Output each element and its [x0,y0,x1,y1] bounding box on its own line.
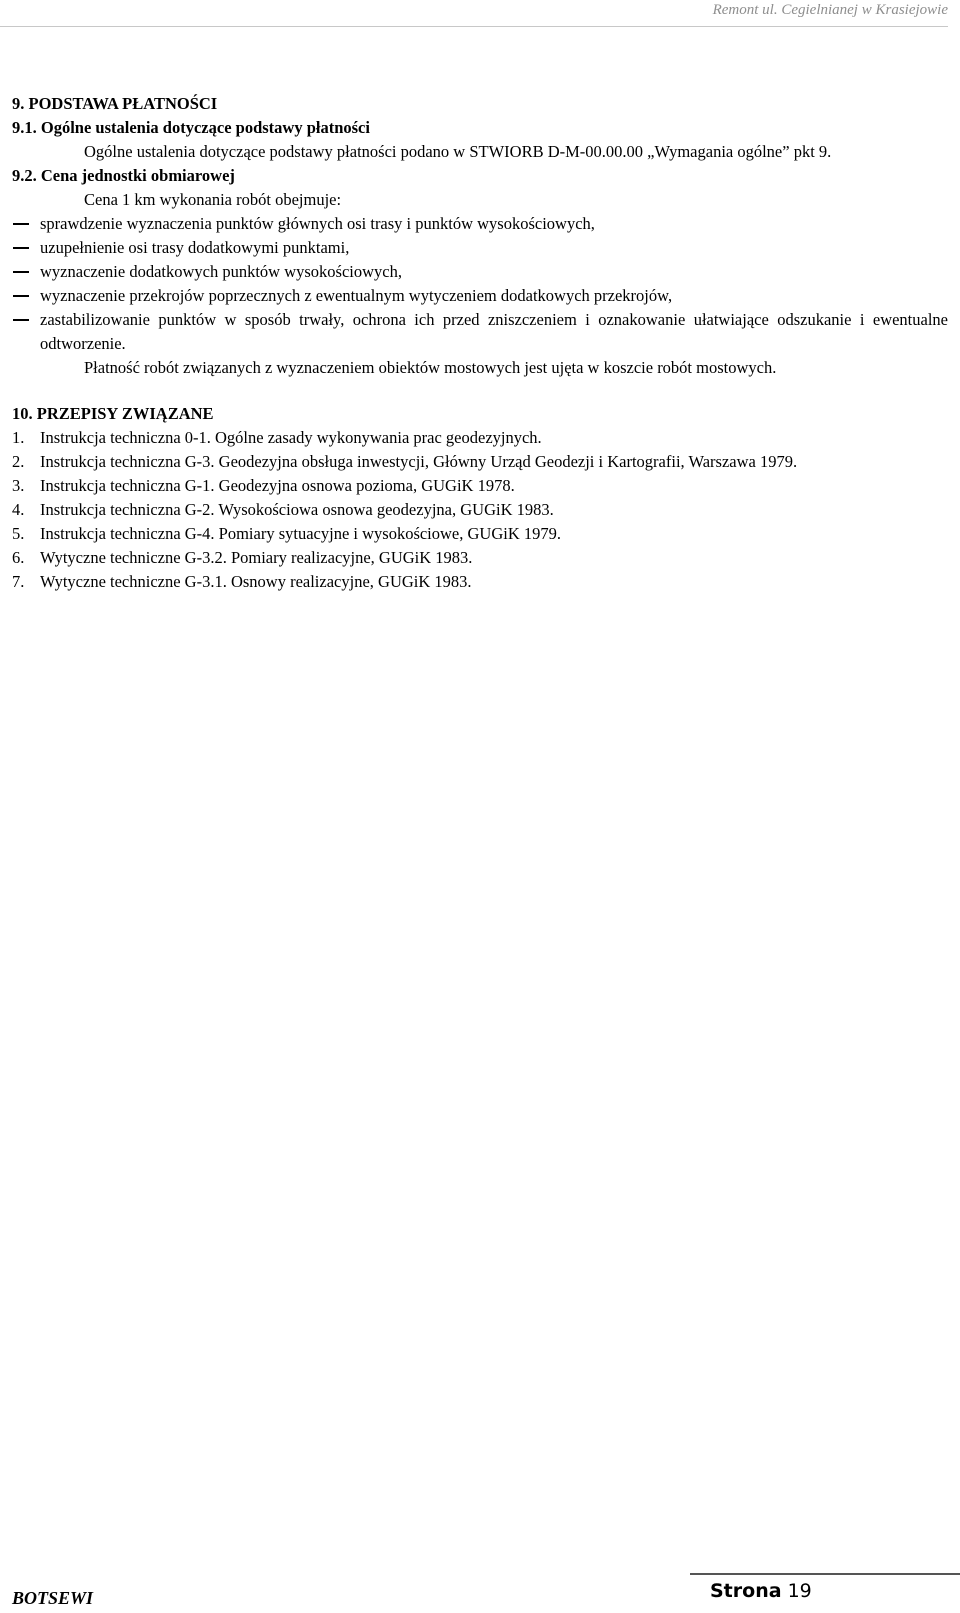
list-item [12,284,948,308]
section-10-heading: 10. PRZEPISY ZWIĄZANE [12,404,214,423]
document-body [12,92,948,594]
page-number-value: 19 [787,1580,812,1602]
price-scope-list [12,212,948,356]
list-item [12,474,948,498]
section-9-1-text: Ogólne ustalenia dotyczące podstawy płatności podano w STWIORB D-M-00.00.00 „Wymagania ogólne” pkt 9. [84,142,832,161]
header-title: Remont ul. Cegielnianej w Krasiejowie [712,2,948,18]
list-item [12,212,948,236]
list-item [12,498,948,522]
section-9-2-intro: Cena 1 km wykonania robót obejmuje: [84,190,342,209]
list-item [12,426,948,450]
list-item-number: 2. [12,452,25,471]
list-item [12,546,948,570]
list-item-number: 4. [12,500,25,519]
section-9-2-heading: 9.2. Cena jednostki obmiarowej [12,166,235,185]
list-item-text: Wytyczne techniczne G-3.2. Pomiary realizacyjne, GUGiK 1983. [40,548,473,567]
list-item-text: Instrukcja techniczna G-1. Geodezyjna osnowa pozioma, GUGiK 1978. [40,476,515,495]
list-item-text: wyznaczenie dodatkowych punktów wysokościowych, [40,262,402,281]
list-item-number: 7. [12,572,25,591]
list-item-text: Instrukcja techniczna G-3. Geodezyjna obsługa inwestycji, Główny Urząd Geodezji i Kartografii, Warszawa 1979. [40,452,798,471]
list-item-text: Instrukcja techniczna G-4. Pomiary sytuacyjne i wysokościowe, GUGiK 1979. [40,524,562,543]
list-item [12,570,948,594]
list-item-text: zastabilizowanie punktów w sposób trwały, ochrona ich przed zniszczeniem i oznakowanie ułatwiające odszukanie i ewentualne odtworzenie. [40,310,948,353]
list-item-number: 5. [12,524,25,543]
footer-company: BOTSEWI [12,1588,94,1608]
section-9-1-heading: 9.1. Ogólne ustalenia dotyczące podstawy płatności [12,118,370,137]
page-footer [0,1560,960,1613]
list-item-text: uzupełnienie osi trasy dodatkowymi punktami, [40,238,350,257]
list-item-text: Instrukcja techniczna 0-1. Ogólne zasady wykonywania prac geodezyjnych. [40,428,542,447]
list-item-number: 6. [12,548,25,567]
section-9-2-closing: Płatność robót związanych z wyznaczeniem obiektów mostowych jest ujęta w koszcie robót mostowych. [84,358,777,377]
list-item [12,236,948,260]
page-header [0,0,960,30]
list-item-number: 3. [12,476,25,495]
footer-divider [690,1573,960,1575]
page-number [710,1580,812,1602]
list-item-number: 1. [12,428,25,447]
list-item-text: Wytyczne techniczne G-3.1. Osnowy realizacyjne, GUGiK 1983. [40,572,472,591]
list-item [12,308,948,356]
list-item-text: Instrukcja techniczna G-2. Wysokościowa osnowa geodezyjna, GUGiK 1983. [40,500,554,519]
section-spacer [12,380,948,402]
page-label: Strona [710,1580,782,1602]
list-item-text: wyznaczenie przekrojów poprzecznych z ewentualnym wytyczeniem dodatkowych przekrojów, [40,286,673,305]
header-divider [0,26,948,27]
list-item [12,522,948,546]
list-item [12,450,948,474]
regulations-list [12,426,948,594]
section-9-heading: 9. PODSTAWA PŁATNOŚCI [12,94,218,113]
list-item [12,260,948,284]
list-item-text: sprawdzenie wyznaczenia punktów głównych osi trasy i punktów wysokościowych, [40,214,595,233]
